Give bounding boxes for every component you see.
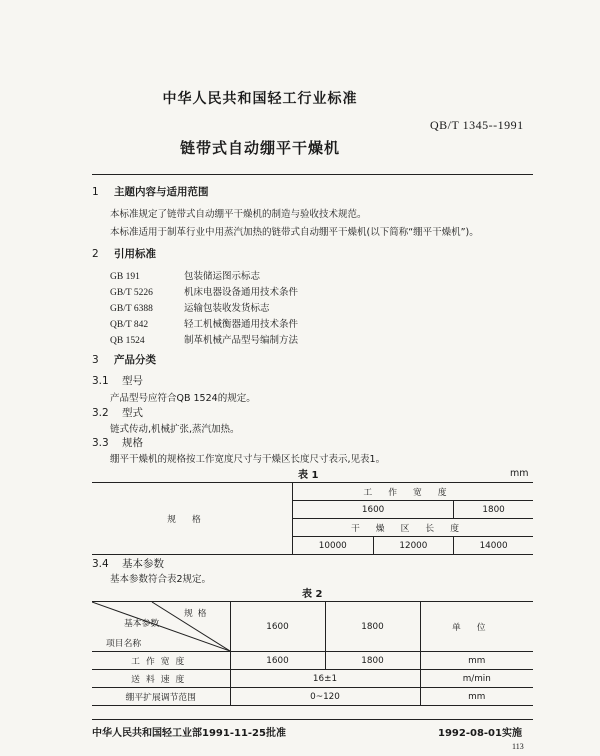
reference-code: QB/T 842 (110, 320, 149, 330)
subsection-3-1-text: 产品型号应符合QB 1524的规定。 (110, 393, 256, 404)
subsection-title: 型式 (122, 407, 143, 419)
effective-date: 1992-08-01实施 (438, 728, 522, 739)
table-1-row-label: 规格 (92, 483, 293, 555)
bottom-rule (92, 719, 533, 720)
section-2-title: 引用标准 (114, 248, 156, 260)
approval-line: 中华人民共和国轻工业部1991-11-25批准 (92, 728, 286, 739)
table-2-cell: 1600 (230, 652, 325, 670)
table-2-corner-cell (92, 602, 230, 652)
table-1-width-value: 1600 (293, 501, 454, 519)
subsection-number: 3.1 (92, 375, 109, 387)
table-2-col-header: 1600 (230, 602, 325, 652)
reference-title: 制革机械产品型号编制方法 (184, 335, 299, 346)
section-2-heading (92, 246, 156, 261)
table-2-unit: m/min (420, 670, 533, 688)
reference-code: GB 191 (110, 272, 140, 282)
table-1-width-value: 1800 (454, 501, 533, 519)
table-2 (92, 601, 533, 706)
table-1-unit: mm (510, 468, 529, 479)
reference-title: 包装储运图示标志 (184, 271, 261, 282)
table-2-cell-merged: 16±1 (230, 670, 420, 688)
subsection-number: 3.3 (92, 437, 109, 449)
top-rule (92, 174, 533, 175)
subsection-number: 3.4 (92, 558, 109, 570)
reference-item (110, 316, 298, 330)
subsection-title: 基本参数 (122, 558, 164, 570)
table-2-row-name: 送料速度 (92, 670, 230, 688)
table-2-corner-mid: 基本参数 (124, 619, 160, 629)
section-3-heading (92, 352, 156, 367)
section-1-title: 主题内容与适用范围 (114, 186, 209, 198)
subsection-title: 型号 (122, 375, 143, 387)
table-2-col-header: 1800 (325, 602, 420, 652)
table-2-unit: mm (420, 688, 533, 706)
section-1-number: 1 (92, 186, 99, 198)
table-2-cell-merged: 0~120 (230, 688, 420, 706)
subsection-3-3-heading (92, 435, 143, 450)
reference-item (110, 332, 298, 346)
section-1-heading (92, 184, 209, 199)
reference-code: QB 1524 (110, 336, 145, 346)
subsection-3-3-text: 绷平干燥机的规格按工作宽度尺寸与干燥区长度尺寸表示,见表1。 (110, 454, 386, 465)
reference-code: GB/T 5226 (110, 288, 153, 298)
table-2-row-name: 绷平扩展调节范围 (92, 688, 230, 706)
page-number: 113 (512, 742, 524, 751)
table-2-corner-bottom: 项目名称 (106, 639, 142, 649)
section-1-paragraph-1: 本标准规定了链带式自动绷平干燥机的制造与验收技术规范。 (110, 209, 367, 220)
table-2-corner-top: 规格 (184, 609, 212, 619)
subsection-3-4-text: 基本参数符合表2规定。 (110, 574, 212, 585)
table-1-length-value: 14000 (454, 537, 533, 555)
reference-title: 轻工机械衡器通用技术条件 (184, 319, 299, 330)
table-1-caption: 表 1 (298, 470, 319, 481)
subsection-3-2-text: 链式传动,机械扩张,蒸汽加热。 (110, 424, 240, 435)
document-title: 链带式自动绷平干燥机 (179, 139, 340, 157)
table-1-length-value: 12000 (373, 537, 454, 555)
section-1-paragraph-2: 本标准适用于制革行业中用蒸汽加热的链带式自动绷平干燥机(以下简称“绷平干燥机”)。 (110, 227, 479, 238)
table-1-length-header: 干燥区长度 (293, 519, 534, 537)
subsection-3-1-heading (92, 373, 143, 388)
table-2-unit: mm (420, 652, 533, 670)
reference-title: 机床电器设备通用技术条件 (184, 287, 299, 298)
reference-code: GB/T 6388 (110, 304, 153, 314)
table-2-caption: 表 2 (302, 589, 323, 600)
table-1-length-value: 10000 (318, 540, 347, 551)
table-2-row-name: 工作宽度 (92, 652, 230, 670)
section-3-title: 产品分类 (114, 354, 156, 366)
table-2-cell: 1800 (325, 652, 420, 670)
standard-number: QB/T 1345--1991 (430, 118, 524, 132)
table-2-unit-header: 单位 (420, 602, 533, 652)
subsection-3-4-heading (92, 556, 164, 571)
reference-item (110, 300, 270, 314)
subsection-title: 规格 (122, 437, 143, 449)
table-1 (92, 482, 533, 555)
reference-title: 运输包装收发货标志 (184, 303, 270, 314)
reference-item (110, 268, 260, 282)
subsection-number: 3.2 (92, 407, 109, 419)
ministry-heading: 中华人民共和国轻工行业标准 (162, 91, 358, 107)
reference-item (110, 284, 298, 298)
section-2-number: 2 (92, 248, 99, 260)
table-1-width-header: 工作宽度 (293, 483, 534, 501)
section-3-number: 3 (92, 354, 99, 366)
subsection-3-2-heading (92, 405, 143, 420)
